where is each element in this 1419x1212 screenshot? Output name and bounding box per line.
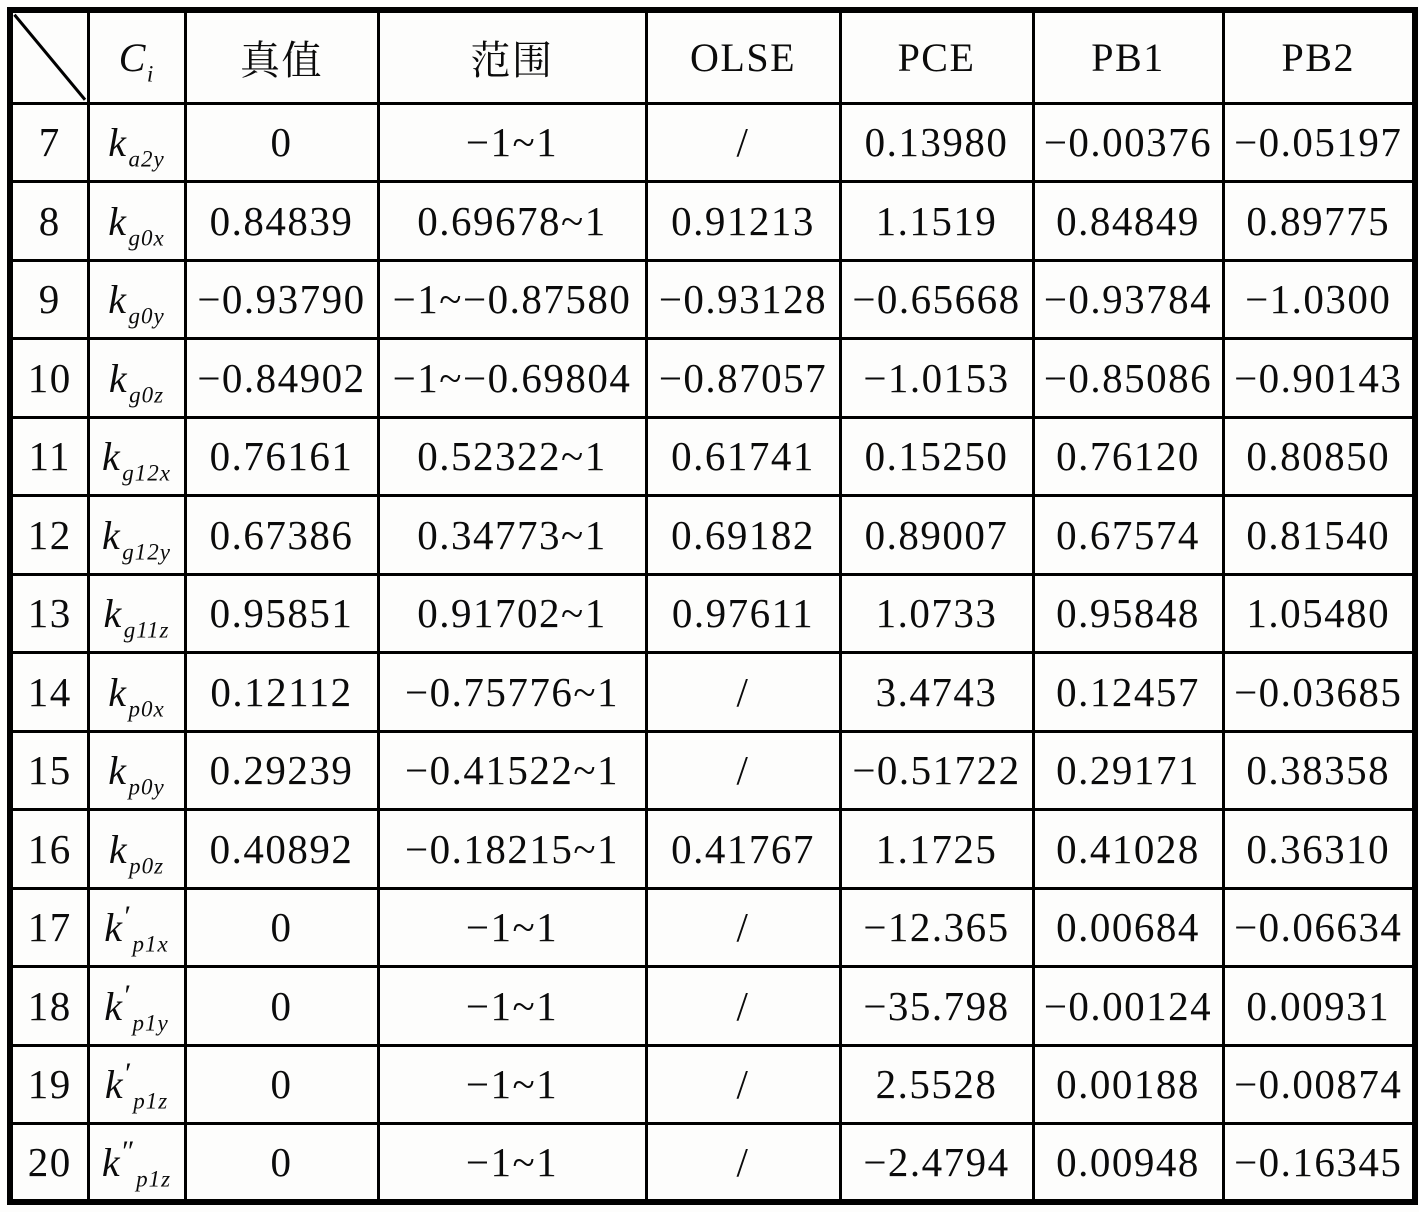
range-cell: −0.18215~1	[378, 810, 646, 889]
pce-cell: −12.365	[840, 888, 1033, 967]
coefficient-symbol	[88, 417, 185, 496]
coefficient-base: k	[108, 120, 128, 166]
table-row	[10, 182, 1415, 261]
olse-cell: /	[646, 1124, 840, 1203]
coefficient-subscript: p1z	[133, 1088, 169, 1114]
true-value-cell: 0.84839	[185, 182, 378, 261]
table-row	[10, 888, 1415, 967]
coefficient-subscript: g0y	[128, 303, 165, 329]
coefficient-subscript: g11z	[123, 617, 170, 643]
coefficient-symbol	[88, 103, 185, 182]
pb2-cell: −0.06634	[1223, 888, 1415, 967]
coefficient-prime: ″	[122, 1135, 137, 1168]
row-number: 8	[10, 182, 88, 261]
pce-cell: 1.0733	[840, 574, 1033, 653]
pb2-cell: 0.00931	[1223, 967, 1415, 1046]
true-value-cell: 0.67386	[185, 496, 378, 575]
pce-cell: −1.0153	[840, 339, 1033, 418]
pce-cell: 0.89007	[840, 496, 1033, 575]
true-value-cell: 0.95851	[185, 574, 378, 653]
coefficient-subscript: a2y	[128, 146, 165, 172]
olse-cell: 0.41767	[646, 810, 840, 889]
range-cell: −1~1	[378, 967, 646, 1046]
coefficient-subscript: p0z	[129, 853, 165, 879]
pce-cell: −0.51722	[840, 731, 1033, 810]
coefficient-base: k	[108, 355, 129, 401]
coefficient-base: k	[108, 826, 129, 872]
col-header-ci	[88, 10, 185, 103]
range-cell: 0.69678~1	[378, 182, 646, 261]
olse-cell: /	[646, 967, 840, 1046]
row-number: 19	[10, 1045, 88, 1124]
range-cell: −1~−0.69804	[378, 339, 646, 418]
row-number: 17	[10, 888, 88, 967]
pb1-cell: 0.95848	[1033, 574, 1223, 653]
pb1-cell: −0.85086	[1033, 339, 1223, 418]
table-row	[10, 103, 1415, 182]
olse-cell: 0.97611	[646, 574, 840, 653]
coefficient-base: k	[104, 1062, 125, 1108]
true-value-cell: 0	[185, 103, 378, 182]
coefficient-base: k	[108, 198, 128, 244]
col-header-pb1: PB1	[1033, 10, 1223, 103]
table-row	[10, 653, 1415, 732]
corner-cell	[10, 10, 88, 103]
true-value-cell: 0.29239	[185, 731, 378, 810]
pb2-cell: −0.90143	[1223, 339, 1415, 418]
pce-cell: −2.4794	[840, 1124, 1033, 1203]
table-row	[10, 1124, 1415, 1203]
pb1-cell: 0.00188	[1033, 1045, 1223, 1124]
row-number: 16	[10, 810, 88, 889]
pb2-cell: 1.05480	[1223, 574, 1415, 653]
coefficient-subscript: p1z	[136, 1166, 172, 1192]
pce-cell: −35.798	[840, 967, 1033, 1046]
row-number: 11	[10, 417, 88, 496]
coefficient-symbol	[88, 810, 185, 889]
true-value-cell: −0.84902	[185, 339, 378, 418]
row-number: 12	[10, 496, 88, 575]
pce-cell: 2.5528	[840, 1045, 1033, 1124]
coefficient-symbol	[88, 182, 185, 261]
table-row	[10, 731, 1415, 810]
coefficient-subscript: g0x	[128, 225, 165, 251]
coefficient-base: k	[103, 591, 123, 637]
true-value-cell: 0.12112	[185, 653, 378, 732]
range-cell: 0.52322~1	[378, 417, 646, 496]
table-row	[10, 417, 1415, 496]
coefficient-symbol	[88, 1124, 185, 1203]
col-header-olse: OLSE	[646, 10, 840, 103]
true-value-cell: 0	[185, 888, 378, 967]
true-value-cell: 0	[185, 1045, 378, 1124]
range-cell: 0.34773~1	[378, 496, 646, 575]
pb1-cell: 0.76120	[1033, 417, 1223, 496]
row-number: 10	[10, 339, 88, 418]
row-number: 15	[10, 731, 88, 810]
range-cell: −0.41522~1	[378, 731, 646, 810]
coefficient-symbol	[88, 574, 185, 653]
pb1-cell: 0.00948	[1033, 1124, 1223, 1203]
pce-cell: 0.15250	[840, 417, 1033, 496]
pb2-cell: −0.03685	[1223, 653, 1415, 732]
pb1-cell: −0.00124	[1033, 967, 1223, 1046]
range-cell: −1~−0.87580	[378, 260, 646, 339]
true-value-cell: −0.93790	[185, 260, 378, 339]
olse-cell: 0.69182	[646, 496, 840, 575]
coefficient-base: k	[101, 1140, 122, 1185]
range-cell: −0.75776~1	[378, 653, 646, 732]
range-cell: −1~1	[378, 103, 646, 182]
range-cell: 0.91702~1	[378, 574, 646, 653]
pce-cell: 3.4743	[840, 653, 1033, 732]
coefficient-subscript: p1x	[132, 931, 169, 957]
coefficient-subscript: p0y	[128, 774, 165, 800]
coefficient-estimation-table	[7, 7, 1418, 1205]
range-cell: −1~1	[378, 1045, 646, 1124]
col-header-range: 范围	[378, 10, 646, 103]
coefficient-subscript: g12y	[122, 539, 171, 565]
pb1-cell: 0.00684	[1033, 888, 1223, 967]
true-value-cell: 0	[185, 967, 378, 1046]
pb1-cell: 0.41028	[1033, 810, 1223, 889]
true-value-cell: 0.76161	[185, 417, 378, 496]
pb1-cell: 0.67574	[1033, 496, 1223, 575]
coefficient-prime: ′	[124, 978, 133, 1012]
coefficient-base: k	[104, 905, 124, 951]
table-row	[10, 810, 1415, 889]
row-number: 9	[10, 260, 88, 339]
coefficient-symbol	[88, 653, 185, 732]
table-row	[10, 260, 1415, 339]
coefficient-base: k	[104, 983, 124, 1029]
pb1-cell: −0.00376	[1033, 103, 1223, 182]
table-row	[10, 967, 1415, 1046]
olse-cell: −0.87057	[646, 339, 840, 418]
coefficient-subscript: p0x	[128, 696, 165, 722]
coefficient-base: k	[102, 434, 122, 480]
true-value-cell: 0.40892	[185, 810, 378, 889]
table-row	[10, 339, 1415, 418]
coefficient-subscript: p1y	[132, 1010, 169, 1036]
coefficient-base: k	[108, 669, 128, 715]
row-number: 7	[10, 103, 88, 182]
coefficient-symbol	[88, 967, 185, 1046]
pce-cell: −0.65668	[840, 260, 1033, 339]
pb2-cell: 0.89775	[1223, 182, 1415, 261]
olse-cell: /	[646, 653, 840, 732]
row-number: 14	[10, 653, 88, 732]
diagonal-line-icon	[13, 13, 87, 102]
coefficient-base: k	[108, 748, 128, 794]
olse-cell: /	[646, 731, 840, 810]
pb1-cell: 0.12457	[1033, 653, 1223, 732]
table-row	[10, 574, 1415, 653]
ci-subscript: i	[146, 61, 155, 87]
olse-cell: −0.93128	[646, 260, 840, 339]
range-cell: −1~1	[378, 888, 646, 967]
coefficient-prime: ′	[124, 900, 133, 934]
coefficient-symbol	[88, 888, 185, 967]
olse-cell: /	[646, 888, 840, 967]
olse-cell: 0.91213	[646, 182, 840, 261]
coefficient-subscript: g0z	[129, 382, 165, 408]
table-body	[10, 103, 1415, 1202]
olse-cell: 0.61741	[646, 417, 840, 496]
pb2-cell: 0.38358	[1223, 731, 1415, 810]
true-value-cell: 0	[185, 1124, 378, 1203]
range-cell: −1~1	[378, 1124, 646, 1203]
pce-cell: 1.1725	[840, 810, 1033, 889]
coefficient-base: k	[102, 512, 122, 558]
olse-cell: /	[646, 1045, 840, 1124]
coefficient-symbol	[88, 339, 185, 418]
pb1-cell: 0.84849	[1033, 182, 1223, 261]
pb2-cell: −0.05197	[1223, 103, 1415, 182]
row-number: 18	[10, 967, 88, 1046]
pb2-cell: 0.36310	[1223, 810, 1415, 889]
ci-symbol: C	[118, 34, 147, 80]
header-row	[10, 10, 1415, 103]
pb2-cell: −0.16345	[1223, 1124, 1415, 1203]
table-row	[10, 496, 1415, 575]
row-number: 13	[10, 574, 88, 653]
col-header-pce: PCE	[840, 10, 1033, 103]
pb1-cell: −0.93784	[1033, 260, 1223, 339]
table-row	[10, 1045, 1415, 1124]
coefficient-symbol	[88, 496, 185, 575]
pb2-cell: −0.00874	[1223, 1045, 1415, 1124]
col-header-true-value: 真值	[185, 10, 378, 103]
coefficient-subscript: g12x	[122, 460, 171, 486]
coefficient-prime: ′	[125, 1057, 134, 1091]
pce-cell: 1.1519	[840, 182, 1033, 261]
coefficient-symbol	[88, 731, 185, 810]
coefficient-symbol	[88, 260, 185, 339]
coefficient-base: k	[108, 277, 128, 323]
row-number: 20	[10, 1124, 88, 1203]
col-header-pb2: PB2	[1223, 10, 1415, 103]
coefficient-symbol	[88, 1045, 185, 1124]
pb2-cell: −1.0300	[1223, 260, 1415, 339]
pb2-cell: 0.80850	[1223, 417, 1415, 496]
pb2-cell: 0.81540	[1223, 496, 1415, 575]
olse-cell: /	[646, 103, 840, 182]
pce-cell: 0.13980	[840, 103, 1033, 182]
pb1-cell: 0.29171	[1033, 731, 1223, 810]
